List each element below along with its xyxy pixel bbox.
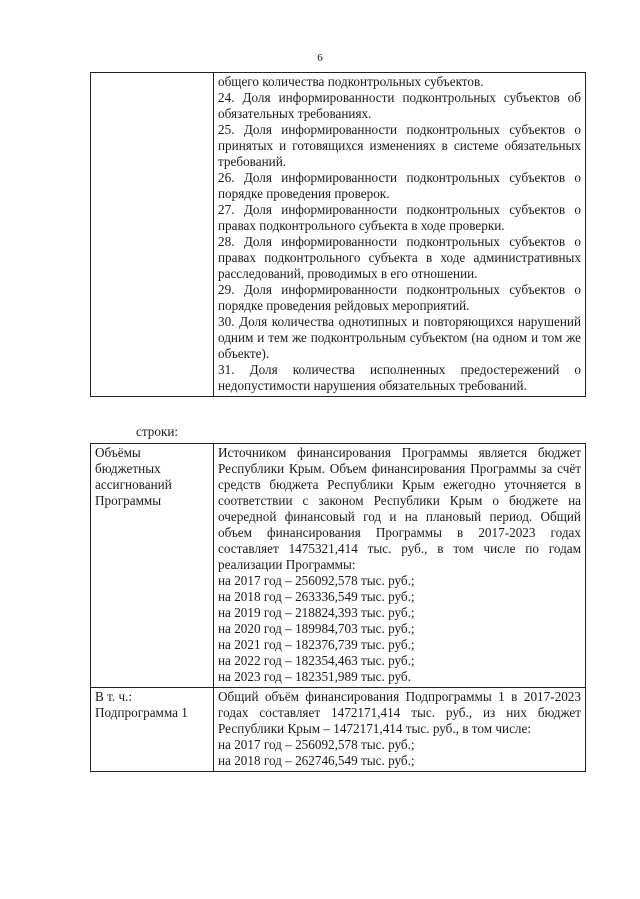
funding-cell [214,444,586,688]
rows-label: строки: [136,424,179,439]
year-amount: на 2022 год – 182354,463 тыс. руб.; [218,653,415,668]
indicator-item: 26. Доля информированности подконтрольных субъектов о порядке проведения проверок. [218,170,581,201]
year-amount: на 2021 год – 182376,739 тыс. руб.; [218,637,415,652]
subprogram-funding-cell [214,688,586,772]
empty-cell [91,73,214,397]
indicator-item: 30. Доля количества однотипных и повторяющихся нарушений одним и тем же подконтрольным субъектом (на одном и том же объекте). [218,314,581,361]
year-amount: на 2017 год – 256092,578 тыс. руб.; [218,573,415,588]
table-row [91,444,586,688]
year-amount: на 2020 год – 189984,703 тыс. руб.; [218,621,415,636]
indicator-item: 31. Доля количества исполненных предостережений о недопустимости нарушения обязательных требований. [218,362,581,393]
indicator-item: 25. Доля информированности подконтрольных субъектов о принятых и готовящихся изменениях в системе обязательных требований. [218,122,581,169]
year-amount: на 2017 год – 256092,578 тыс. руб.; [218,737,415,752]
indicator-item: 24. Доля информированности подконтрольных субъектов об обязательных требованиях. [218,90,581,121]
indicator-item: 27. Доля информированности подконтрольных субъектов о правах подконтрольного субъекта в ходе проверки. [218,202,581,233]
table-row [91,688,586,772]
year-amount: на 2019 год – 218824,393 тыс. руб.; [218,605,415,620]
funding-table [90,443,586,772]
year-amount: на 2023 год – 182351,989 тыс. руб. [218,669,411,684]
indicator-item: 28. Доля информированности подконтрольных субъектов о правах подконтрольного субъекта в ходе административных расследований, проводимых в его отношении. [218,234,581,281]
table-row [91,73,586,397]
row-header-cell: В т. ч.: Подпрограмма 1 [91,688,214,772]
indicator-item: 29. Доля информированности подконтрольных субъектов о порядке проведения рейдовых мероприятий. [218,282,581,313]
year-amount: на 2018 год – 263336,549 тыс. руб.; [218,589,415,604]
funding-text: Общий объём финансирования Подпрограммы 1 в 2017-2023 годах составляет 1472171,414 тыс. руб., из них бюджет Республики Крым – 1472171,414 тыс. руб., в том числе: [218,689,581,736]
indicators-cell [214,73,586,397]
indicator-item: общего количества подконтрольных субъектов. [218,74,484,89]
indicators-table [90,72,586,397]
year-amount: на 2018 год – 262746,549 тыс. руб.; [218,753,415,768]
page-number: 6 [317,52,323,64]
row-header-cell: Объёмы бюджетных ассигнований Программы [91,444,214,688]
funding-text: Источником финансирования Программы является бюджет Республики Крым. Объем финансирования Программы за счёт средств бюджета Республики Крым ежегодно уточняется в соответствии с законом Республики Крым о бюджете на очередной финансовый год и на плановый период. Общий объем финансирования Программы в 2017-2023 годах составляет 1475321,414 тыс. руб., в том числе по годам реализации Программы: [218,445,581,572]
